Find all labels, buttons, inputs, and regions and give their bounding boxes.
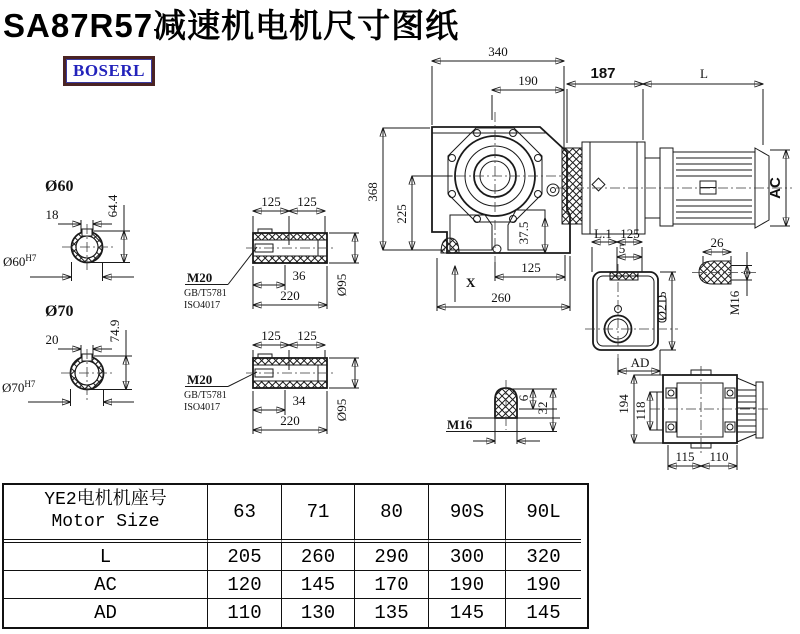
table-cell: 135 [355, 599, 429, 627]
key-section-detail [446, 380, 560, 444]
dim-label-26: 26 [710, 235, 724, 250]
dim-label-dia95-bottom: Ø95 [334, 398, 349, 422]
table-cell: 170 [355, 571, 429, 599]
dim-label-L: L [700, 66, 708, 81]
dim-label-125-bottom: 125 [521, 260, 541, 275]
std-label-iso-bottom: ISO4017 [184, 402, 221, 413]
size-column-80: 80 [355, 485, 429, 543]
motor-size-table [2, 483, 589, 629]
table-cell: 145 [526, 602, 561, 624]
dim-label-125c: 125 [261, 328, 281, 343]
table-cell: 205 [208, 543, 282, 571]
motor-rear-view [616, 366, 770, 470]
dim-label-194: 194 [616, 394, 631, 414]
std-label-gbt-top: GB/T5781 [184, 288, 227, 299]
bolt-label-m20-bottom: M20 [187, 372, 213, 387]
row-label-AD: AD [4, 599, 208, 627]
dim-label-M16-end: M16 [727, 290, 742, 316]
shaft-section-70 [2, 303, 134, 406]
dim-label-260: 260 [491, 290, 511, 305]
dim-label-74-9: 74.9 [107, 319, 122, 343]
row-label-AC: AC [4, 571, 208, 599]
dim-label-64-4: 64.4 [105, 194, 120, 218]
dim-label-18: 18 [45, 207, 59, 222]
std-label-iso-top: ISO4017 [184, 300, 221, 311]
table-cell: 260 [282, 543, 355, 571]
dia70-label: Ø70 [45, 303, 74, 320]
size-column-63: 63 [208, 485, 282, 543]
size-column-90S: 90S [429, 485, 506, 543]
shaft-section-60 [3, 178, 134, 281]
dim-label-118: 118 [633, 401, 648, 421]
table-cell: 190 [429, 571, 506, 599]
size-column-71: 71 [282, 485, 355, 543]
dim-label-M16-section: M16 [447, 417, 473, 432]
dim-label-125-unit: 125 [620, 226, 640, 241]
dim-label-AC: AC [767, 177, 784, 199]
brand-logo-text: BOSERL [66, 59, 152, 83]
size-column-90L: 90L [506, 485, 581, 543]
dim-label-125d: 125 [297, 328, 317, 343]
dia60-label: Ø60 [45, 178, 74, 195]
dim-label-220-top: 220 [280, 288, 300, 303]
dim-label-L1: L.1 [594, 226, 612, 241]
hollow-shaft-bottom [184, 328, 359, 434]
dim-label-dia215: Ø215 [654, 291, 669, 321]
dim-label-225: 225 [394, 204, 409, 224]
table-cell: 190 [506, 571, 581, 599]
dim-label-6: 6 [516, 394, 531, 402]
dim-label-dia95-top: Ø95 [334, 273, 349, 297]
dim-label-125b: 125 [297, 194, 317, 209]
dim-label-32: 32 [535, 401, 550, 415]
dim-label-20: 20 [45, 332, 59, 347]
dim-label-110: 110 [709, 449, 729, 464]
table-cell: 145 [429, 599, 506, 627]
dim-label-190: 190 [518, 73, 538, 88]
dim-label-36: 36 [292, 268, 306, 283]
table-cell: 145 [282, 571, 355, 599]
table-cell: 300 [429, 543, 506, 571]
motor-size-header-cn: YE2电机机座号 [44, 490, 167, 511]
dim-label-AD: AD [630, 355, 650, 370]
table-cell: 110 [208, 599, 282, 627]
dim-label-5: 5 [618, 241, 626, 256]
motor-side-view [556, 65, 792, 234]
table-cell: 290 [355, 543, 429, 571]
page-title: SA87R57减速机电机尺寸图纸 [3, 7, 460, 44]
motor-size-header [4, 485, 208, 543]
gearbox-front-view [365, 44, 576, 311]
dim-label-220-bottom: 220 [280, 413, 300, 428]
motor-size-header-en: Motor Size [51, 512, 160, 532]
fit-label-70H7: $Ø70^{H7}$ [2, 379, 36, 395]
fit-label-60H7: $Ø60^{H7}$ [3, 253, 37, 269]
dim-label-340: 340 [488, 44, 508, 59]
hollow-shaft-top [184, 194, 359, 311]
dim-label-125a: 125 [261, 194, 281, 209]
gear-unit-side-view [585, 226, 678, 375]
dim-label-368: 368 [365, 182, 380, 202]
dim-label-115: 115 [675, 449, 695, 464]
table-cell: 320 [506, 543, 581, 571]
dim-label-x: X [466, 275, 476, 290]
dim-label-37-5: 37.5 [516, 221, 531, 245]
row-label-L: L [4, 543, 208, 571]
key-end-detail [692, 235, 757, 315]
dim-label-34: 34 [292, 393, 306, 408]
dim-label-187: 187 [590, 65, 616, 82]
table-cell: 120 [208, 571, 282, 599]
bolt-label-m20-top: M20 [187, 270, 213, 285]
std-label-gbt-bottom: GB/T5781 [184, 390, 227, 401]
table-cell: 130 [282, 599, 355, 627]
